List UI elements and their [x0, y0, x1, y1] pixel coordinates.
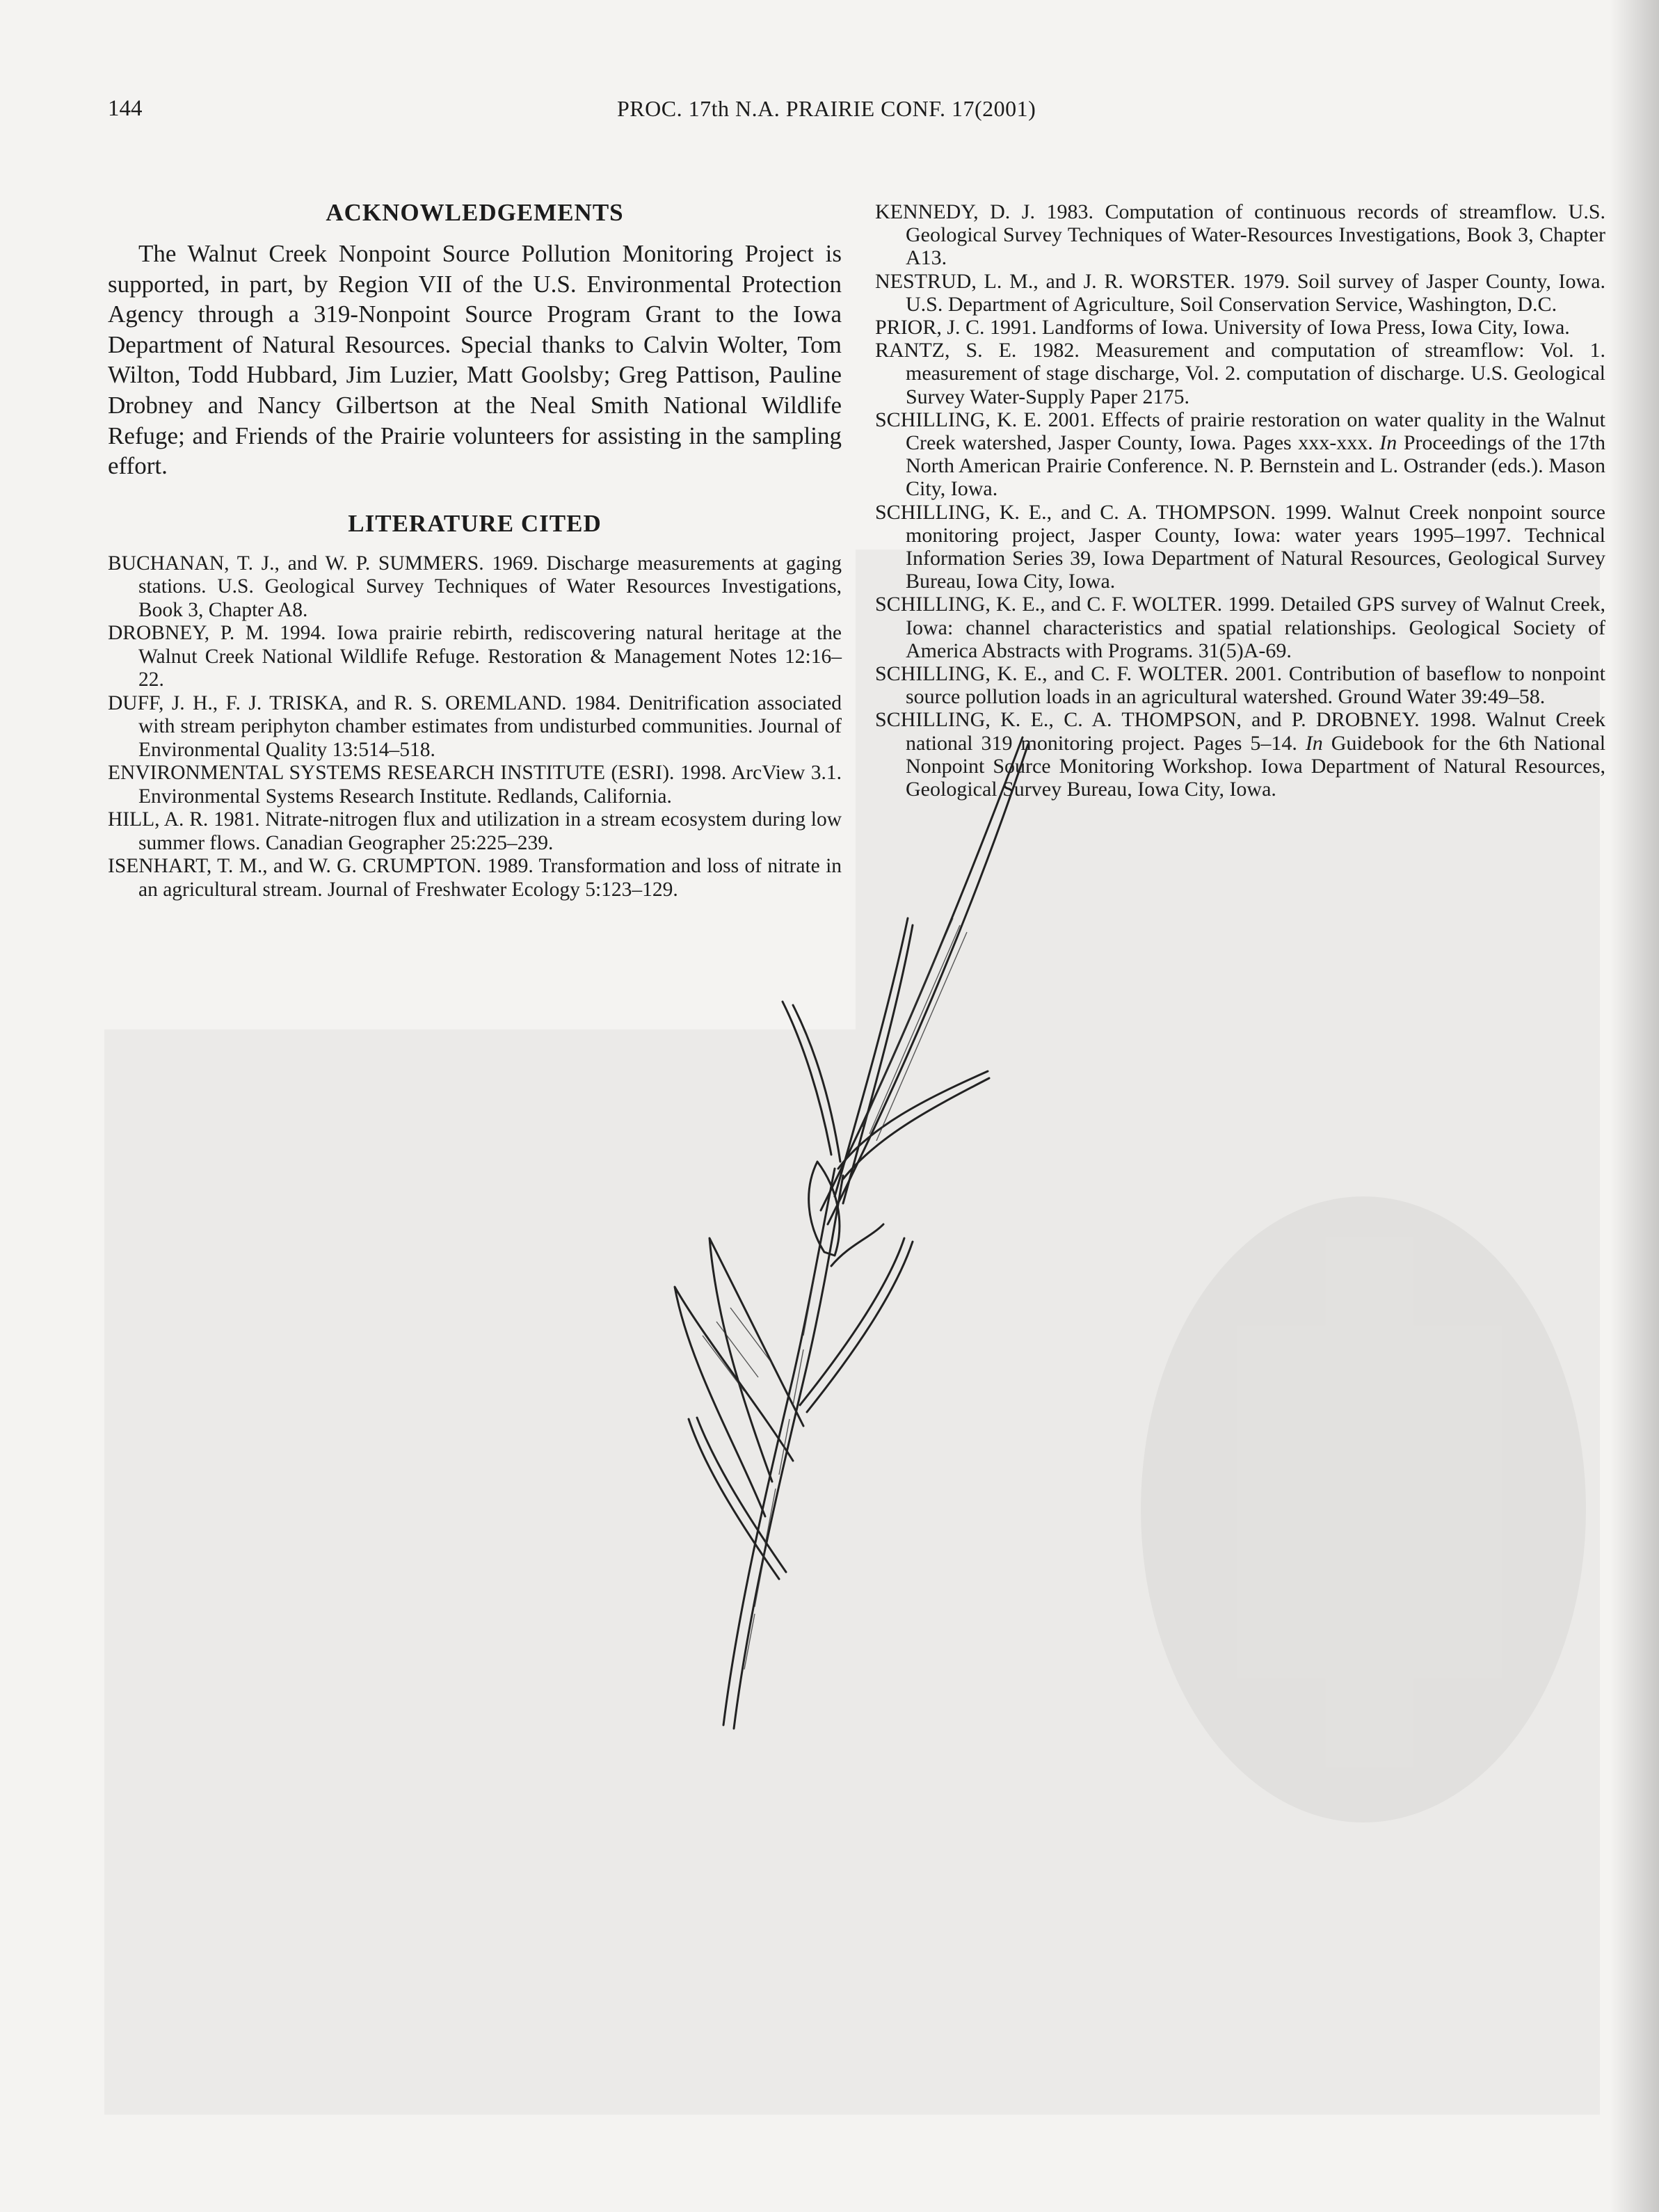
grass-leaf [843, 1078, 989, 1179]
reference-year: 1969. [492, 552, 538, 575]
page-edge-shadow [1610, 0, 1659, 2212]
reference-entry [108, 552, 842, 623]
prairie-grass-illustration [661, 710, 1092, 1753]
reference-year: 1994. [280, 622, 326, 645]
reference-text: Walnut Creek nonpoint source monitoring project, Jasper County, Iowa: water years 1995–1997. Technical Information Series 39, Iowa Department of Natural Resources, Geological Survey Bureau, Iowa City, Iowa. [906, 500, 1605, 593]
reference-authors: ENVIRONMENTAL SYSTEMS RESEARCH INSTITUTE (ESRI). [108, 762, 675, 785]
page-header [108, 96, 1617, 138]
page-number: 144 [108, 96, 143, 121]
reference-text: Transformation and loss of nitrate in an agricultural stream. Journal of Freshwater Ecology 5:123–129. [138, 855, 842, 901]
reference-entry [108, 622, 842, 692]
reference-year: 1999. [1228, 593, 1275, 616]
reference-year: 1979. [1242, 269, 1290, 293]
reference-year: 1983. [1046, 200, 1093, 223]
reference-year: 1984. [574, 691, 621, 714]
reference-authors: SCHILLING, K. E., and C. F. WOLTER. [875, 662, 1228, 686]
reference-text: Effects of prairie restoration on water quality in the Walnut Creek watershed, Jasper County, Iowa. Pages xxx-xxx. [906, 408, 1606, 455]
reference-year: 1999. [1284, 500, 1332, 524]
reference-year: 1998. [680, 762, 727, 785]
reference-entry [875, 339, 1605, 408]
reference-text: Walnut Creek national 319 monitoring project. Pages 5–14. [906, 708, 1605, 755]
reference-text: Contribution of baseflow to nonpoint source pollution loads in an agricultural watershed. Ground Water 39:49–58. [906, 662, 1606, 709]
reference-text: ArcView 3.1. Environmental Systems Research Institute. Redlands, California. [138, 762, 842, 808]
reference-entry [875, 270, 1605, 316]
bleed-through-map-shadow [1141, 1196, 1586, 1822]
reference-year: 1982. [1032, 339, 1080, 362]
reference-authors: ISENHART, T. M., and W. G. CRUMPTON. [108, 855, 481, 878]
reference-text: Proceedings of the 17th North American Prairie Conference. N. P. Bernstein and L. Ostrander (eds.). Mason City, Iowa. [906, 431, 1606, 501]
reference-text: Computation of continuous records of streamflow. U.S. Geological Survey Techniques of Water-Resources Investigations, Book 3, Chapter A13. [906, 200, 1606, 270]
reference-authors: SCHILLING, K. E., and C. A. THOMPSON. [875, 500, 1276, 524]
reference-authors: SCHILLING, K. E. [875, 408, 1042, 431]
reference-authors: NESTRUD, L. M., and J. R. WORSTER. [875, 269, 1235, 293]
reference-text: Nitrate-nitrogen flux and utilization in a stream ecosystem during low summer flows. Canadian Geographer 25:225–239. [138, 808, 842, 854]
reference-entry [875, 200, 1605, 270]
reference-authors: SCHILLING, K. E., and C. F. WOLTER. [875, 593, 1223, 616]
grass-sheath [675, 1287, 793, 1516]
reference-year: 1989. [487, 855, 534, 878]
reference-text: Soil survey of Jasper County, Iowa. U.S. Department of Agriculture, Soil Conservation Service, Washington, D.C. [906, 269, 1606, 316]
reference-italic-in: In [1305, 731, 1323, 755]
reference-authors: DROBNEY, P. M. [108, 622, 269, 645]
acknowledgements-text: The Walnut Creek Nonpoint Source Pollution Monitoring Project is supported, in part, by Region VII of the U.S. Environmental Protection Agency through a 319-Nonpoint Source Program Grant to the Iowa Department of Natural Resources. Special thanks to Calvin Wolter, Tom Wilton, Todd Hubbard, Jim Luzier, Matt Goolsby; Greg Pattison, Pauline Drobney and Nancy Gilbertson at the Neal Smith National Wildlife Refuge; and Friends of the Prairie volunteers for assisting in the sampling effort. [108, 240, 842, 480]
reference-year: 1981. [214, 808, 260, 831]
reference-year: 2001. [1235, 662, 1283, 686]
grass-stem [723, 1169, 835, 1725]
reference-authors: SCHILLING, K. E., C. A. THOMPSON, and P. DROBNEY. [875, 708, 1420, 732]
reference-authors: KENNEDY, D. J. [875, 200, 1035, 223]
reference-authors: PRIOR, J. C. [875, 316, 985, 339]
grass-leaf [793, 1005, 840, 1162]
reference-text: Discharge measurements at gaging stations. U.S. Geological Survey Techniques of Water Resources Investigations, Book 3, Chapter A8. [138, 552, 842, 621]
reference-text: Detailed GPS survey of Walnut Creek, Iowa: channel characteristics and spatial relationships. Geological Society of America Abstracts with Programs. 31(5)A-69. [906, 593, 1606, 662]
grass-leaf [697, 1418, 786, 1572]
literature-cited-heading: LITERATURE CITED [348, 509, 602, 537]
grass-leaf [835, 918, 908, 1196]
reference-text: Guidebook for the 6th National Nonpoint Source Monitoring Workshop. Iowa Department of Natural Resources, Geological Survey Bureau, Iowa City, Iowa. [906, 731, 1606, 801]
reference-italic-in: In [1379, 431, 1397, 455]
reference-authors: HILL, A. R. [108, 808, 209, 831]
reference-year: 1998. [1429, 708, 1477, 732]
reference-entry [875, 593, 1605, 662]
running-head: PROC. 17th N.A. PRAIRIE CONF. 17(2001) [617, 96, 1036, 121]
grass-leaf [843, 925, 913, 1203]
reference-authors: BUCHANAN, T. J., and W. P. SUMMERS. [108, 552, 484, 575]
grass-leaf [783, 1002, 831, 1155]
reference-authors: DUFF, J. H., F. J. TRISKA, and R. S. OREMLAND. [108, 691, 567, 714]
reference-text: Denitrification associated with stream periphyton chamber estimates from undisturbed communities. Journal of Environmental Quality 13:514–518. [138, 691, 842, 761]
acknowledgements-heading: ACKNOWLEDGEMENTS [326, 199, 624, 226]
reference-text: Measurement and computation of streamflow: Vol. 1. measurement of stage discharge, Vol. 2. computation of discharge. U.S. Geological Survey Water-Supply Paper 2175. [906, 339, 1606, 408]
reference-entry [875, 662, 1605, 708]
reference-year: 1991. [990, 316, 1037, 339]
reference-entry [875, 408, 1605, 501]
reference-authors: RANTZ, S. E. [875, 339, 1017, 362]
reference-text: Landforms of Iowa. University of Iowa Press, Iowa City, Iowa. [1042, 316, 1570, 339]
reference-year: 2001. [1048, 408, 1096, 431]
grass-texture-hatching [744, 1280, 814, 1669]
reference-entry [875, 316, 1605, 339]
reference-entry [875, 501, 1605, 593]
grass-leaf [807, 1242, 913, 1412]
reference-text: Iowa prairie rebirth, rediscovering natural heritage at the Walnut Creek National Wildlife Refuge. Restoration & Management Notes 12:16–22. [138, 622, 842, 691]
